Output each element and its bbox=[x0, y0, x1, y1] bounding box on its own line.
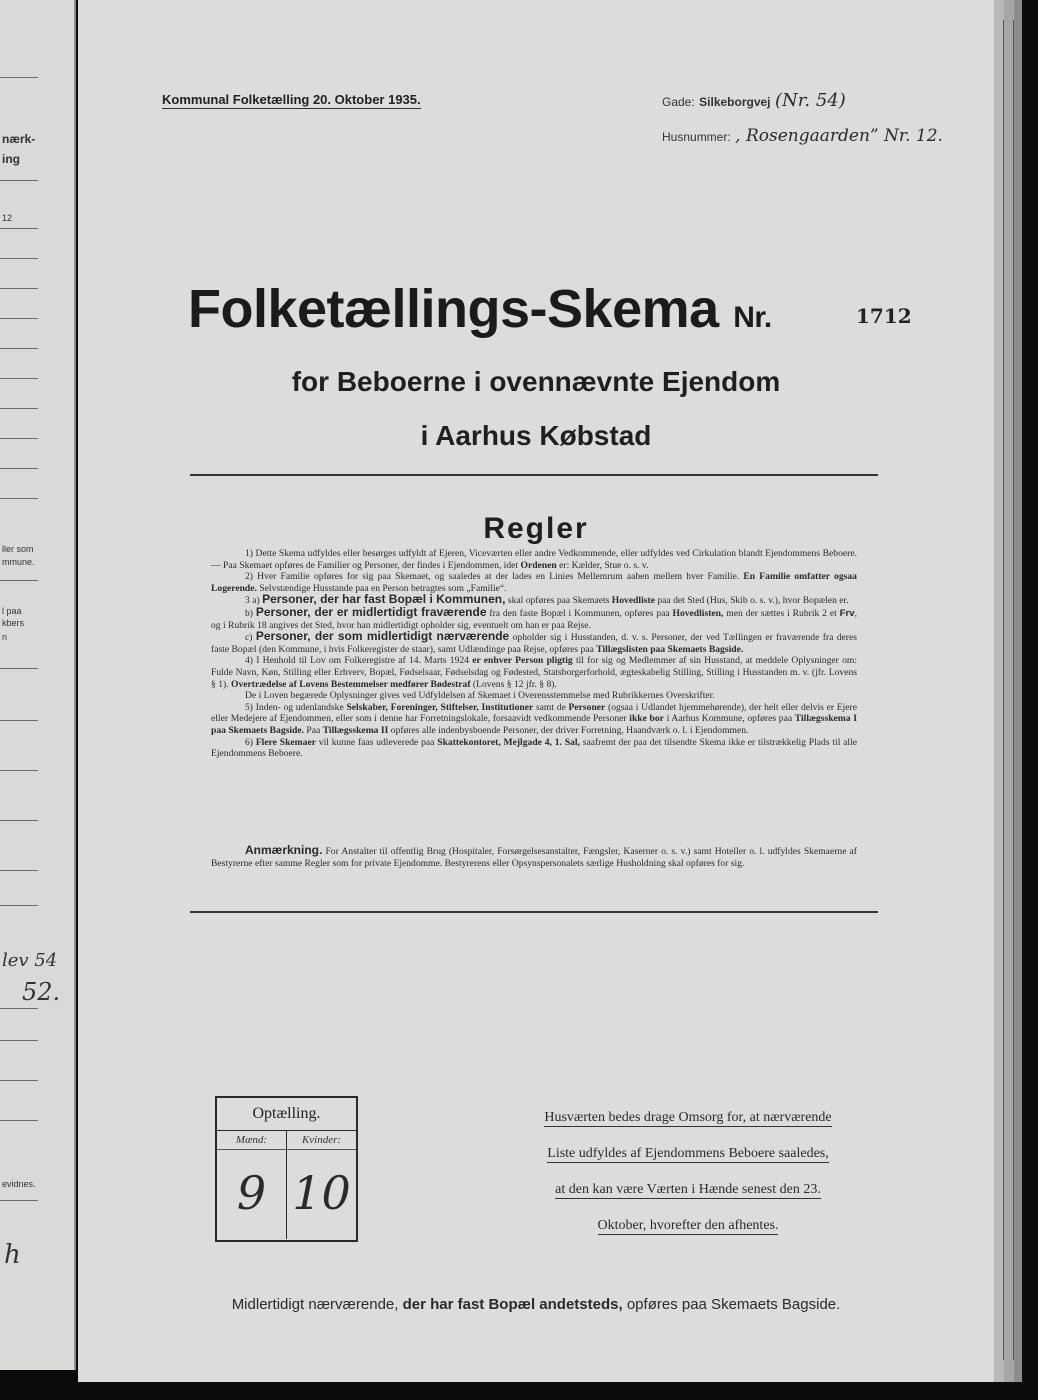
left-fragment: l paa bbox=[2, 606, 22, 616]
rule-3b: b) Personer, der er midlertidigt fraværende fra den faste Bopæl i Kommunen, opføres paa Hovedlisten, men der sættes i Rubrik 2 et Frv, og i Rubrik 18 angives det Sted, hvor han midlertidigt opholder sig, eventuelt om han er paa Rejse. bbox=[211, 604, 857, 631]
left-fragment: n bbox=[2, 632, 8, 642]
rule-5: 5) Inden- og udenlandske Selskaber, Foreninger, Stiftelser, Institutioner samt de Personer (ogsaa i Udlandet hjemmehørende), der helt eller delvis er Ejere eller Medejere af Ejendommen, eller som i denne har Forretningslokale, forsaavidt vedkommende Personer ikke bor i Aarhus Kommune, opføres paa Tillægsskema I paa Skemaets Bagside. Paa Tillægsskema II opføres alle indenbysboende Personer, der driver Forretning, Haandværk o. l. i Ejendommen. bbox=[211, 701, 857, 736]
rule-3a: 3 a) Personer, der har fast Bopæl i Kommunen, skal opføres paa Skemaets Hovedliste paa det Sted (Hus, Skib o. s. v.), hvor Bopælen er. bbox=[245, 592, 849, 607]
rule-4: 4) I Henhold til Lov om Folkeregistre af 14. Marts 1924 er enhver Person pligtig til for sig og Medlemmer af sin Husstand, at meddele Oplysninger om: Fulde Navn, Køn, Stilling eller Erhverv, Bopæl, Fødselsaar, Fødselsdag og Fødested, Statsborgerforhold, ægteskabelig Stilling, Stilling i Husstanden m. v. (jfr. Lovens § 1). Overtrædelse af Lovens Bestemmelser medfører Bødestraf (Lovens § 12 jfr. § 8). bbox=[211, 655, 857, 690]
page-edge bbox=[1014, 0, 1022, 1382]
left-rule bbox=[0, 288, 38, 289]
form-subtitle-2: i Aarhus Købstad bbox=[420, 420, 652, 451]
left-facing-page bbox=[0, 0, 76, 1370]
left-rule bbox=[0, 720, 38, 721]
husnummer-field bbox=[662, 126, 943, 146]
anmaerkning bbox=[211, 845, 857, 869]
anmaerkning-text: For Anstalter til offentlig Brug (Hospitaler, Forsørgelsesanstalter, Fængsler, Kaserner o. s. v.) samt Hoteller o. l. udfyldes Skemaerne af Bestyrerne efter samme Regler som for private Ejendomme. Bestyrerens eller Opsynspersonalets særlige Husholdning skal opføres for sig. bbox=[211, 846, 857, 869]
left-rule bbox=[0, 498, 38, 499]
page-edge-line bbox=[1003, 20, 1004, 1360]
optaelling-box bbox=[215, 1096, 358, 1242]
census-header-title: Kommunal Folketælling 20. Oktober 1935. bbox=[162, 92, 421, 107]
rule-1: 1) Dette Skema udfyldes eller besørges udfyldt af Ejeren, Viceværten eller andre Vedkommende, eller udfyldes ved Cirkulation blandt Ejendommens Beboere. — Paa Skemaet opføres de Familier og Personer, der findes i Ejendommen, idet Ordenen er: Kælder, Stue o. s. v. bbox=[211, 548, 857, 571]
left-fragment: ller som bbox=[2, 544, 34, 554]
rule-6: 6) Flere Skemaer vil kunne faas udleverede paa Skattekontoret, Mejlgade 4, 1. Sal, saafremt der paa det tilsendte Skema ikke er tilstrækkelig Plads til alle Ejendommens Beboere. bbox=[211, 736, 858, 760]
left-fragment: ing bbox=[2, 152, 20, 166]
left-rule bbox=[0, 1040, 38, 1041]
notice-line: Husværten bedes drage Omsorg for, at nærværende bbox=[544, 1110, 832, 1125]
husnummer-handwriting: , Rosengaarden” Nr. 12. bbox=[735, 126, 943, 146]
divider bbox=[190, 474, 878, 476]
left-rule bbox=[0, 468, 38, 469]
left-rule bbox=[0, 1200, 38, 1201]
rule-4b: De i Loven begærede Oplysninger gives ved Udfyldelsen af Skemaet i Overensstemmelse med Rubrikkernes Overskrifter. bbox=[245, 690, 715, 702]
maend-count: 9 bbox=[236, 1166, 267, 1220]
left-fragment: nærk- bbox=[2, 132, 36, 146]
left-rule bbox=[0, 1120, 38, 1121]
kvinder-column bbox=[286, 1131, 356, 1239]
left-rule bbox=[0, 258, 38, 259]
form-title-text: Folketællings-Skema bbox=[188, 279, 719, 339]
left-rule bbox=[0, 668, 38, 669]
form-title bbox=[188, 278, 772, 340]
divider bbox=[190, 911, 878, 913]
left-rule bbox=[0, 318, 38, 319]
left-fragment: 12 bbox=[2, 213, 13, 223]
left-rule bbox=[0, 180, 38, 181]
footer-note: Midlertidigt nærværende, der har fast Bopæl andetsteds, opføres paa Skemaets Bagside. bbox=[231, 1296, 841, 1313]
left-rule bbox=[0, 820, 38, 821]
left-rule bbox=[0, 870, 38, 871]
left-rule bbox=[0, 378, 38, 379]
optaelling-title: Optælling. bbox=[217, 1098, 356, 1131]
census-form-page bbox=[78, 0, 994, 1382]
rule-3c: c) Personer, der som midlertidigt nærværende opholder sig i Husstanden, d. v. s. Personer, der ved Tællingen er fraværende fra deres faste Bopæl (den Kommune, i hvis Folkeregister de staar), samt Udlændinge paa Rejse, opføres paa Tillægslisten paa Skemaets Bagside. bbox=[211, 629, 857, 655]
left-fragment: evidnes. bbox=[2, 1179, 36, 1189]
left-rule bbox=[0, 905, 38, 906]
left-rule bbox=[0, 580, 38, 581]
left-handwriting: h bbox=[4, 1240, 21, 1270]
left-rule bbox=[0, 228, 38, 229]
kvinder-count: 10 bbox=[292, 1166, 351, 1220]
maend-column bbox=[217, 1131, 286, 1239]
regler-text bbox=[211, 548, 857, 760]
left-fragment: kbers bbox=[2, 618, 25, 628]
left-handwriting: lev 54 bbox=[2, 950, 58, 971]
form-title-nr: Nr. bbox=[733, 301, 772, 334]
left-rule bbox=[0, 77, 38, 78]
kvinder-label: Kvinder: bbox=[287, 1131, 356, 1150]
maend-label: Mænd: bbox=[217, 1131, 286, 1150]
page-edge-line bbox=[1013, 20, 1014, 1360]
rule-2: 2) Hver Familie opføres for sig paa Skemaet, og saaledes at der lades en Linies Mellemrum aaben mellem hver Familie. En Familie omfatter ogsaa Logerende. Selvstændige Husstande paa en Person betragtes som „Familie“. bbox=[211, 571, 857, 594]
left-fragment: mmune. bbox=[2, 557, 35, 567]
husnummer-label: Husnummer: bbox=[662, 130, 731, 144]
notice-line: at den kan være Værten i Hænde senest den 23. bbox=[555, 1182, 821, 1197]
notice-line: Liste udfyldes af Ejendommens Beboere saaledes, bbox=[547, 1146, 829, 1161]
left-handwriting: 52. bbox=[22, 978, 61, 1006]
left-rule bbox=[0, 348, 38, 349]
skema-number: 1712 bbox=[856, 304, 912, 328]
gade-value: Silkeborgvej bbox=[699, 95, 771, 109]
left-rule bbox=[0, 770, 38, 771]
notice-line: Oktober, hvorefter den afhentes. bbox=[597, 1218, 779, 1233]
gade-handwriting: (Nr. 54) bbox=[774, 90, 846, 111]
left-rule bbox=[0, 1080, 38, 1081]
regler-heading: Regler bbox=[483, 512, 589, 545]
gade-field bbox=[662, 90, 846, 111]
left-rule bbox=[0, 408, 38, 409]
form-subtitle-1: for Beboerne i ovennævnte Ejendom bbox=[291, 366, 781, 397]
anmaerkning-label: Anmærkning. bbox=[245, 843, 323, 857]
left-rule bbox=[0, 1008, 38, 1009]
landlord-notice bbox=[518, 1100, 858, 1244]
left-rule bbox=[0, 438, 38, 439]
gade-label: Gade: bbox=[662, 95, 695, 109]
